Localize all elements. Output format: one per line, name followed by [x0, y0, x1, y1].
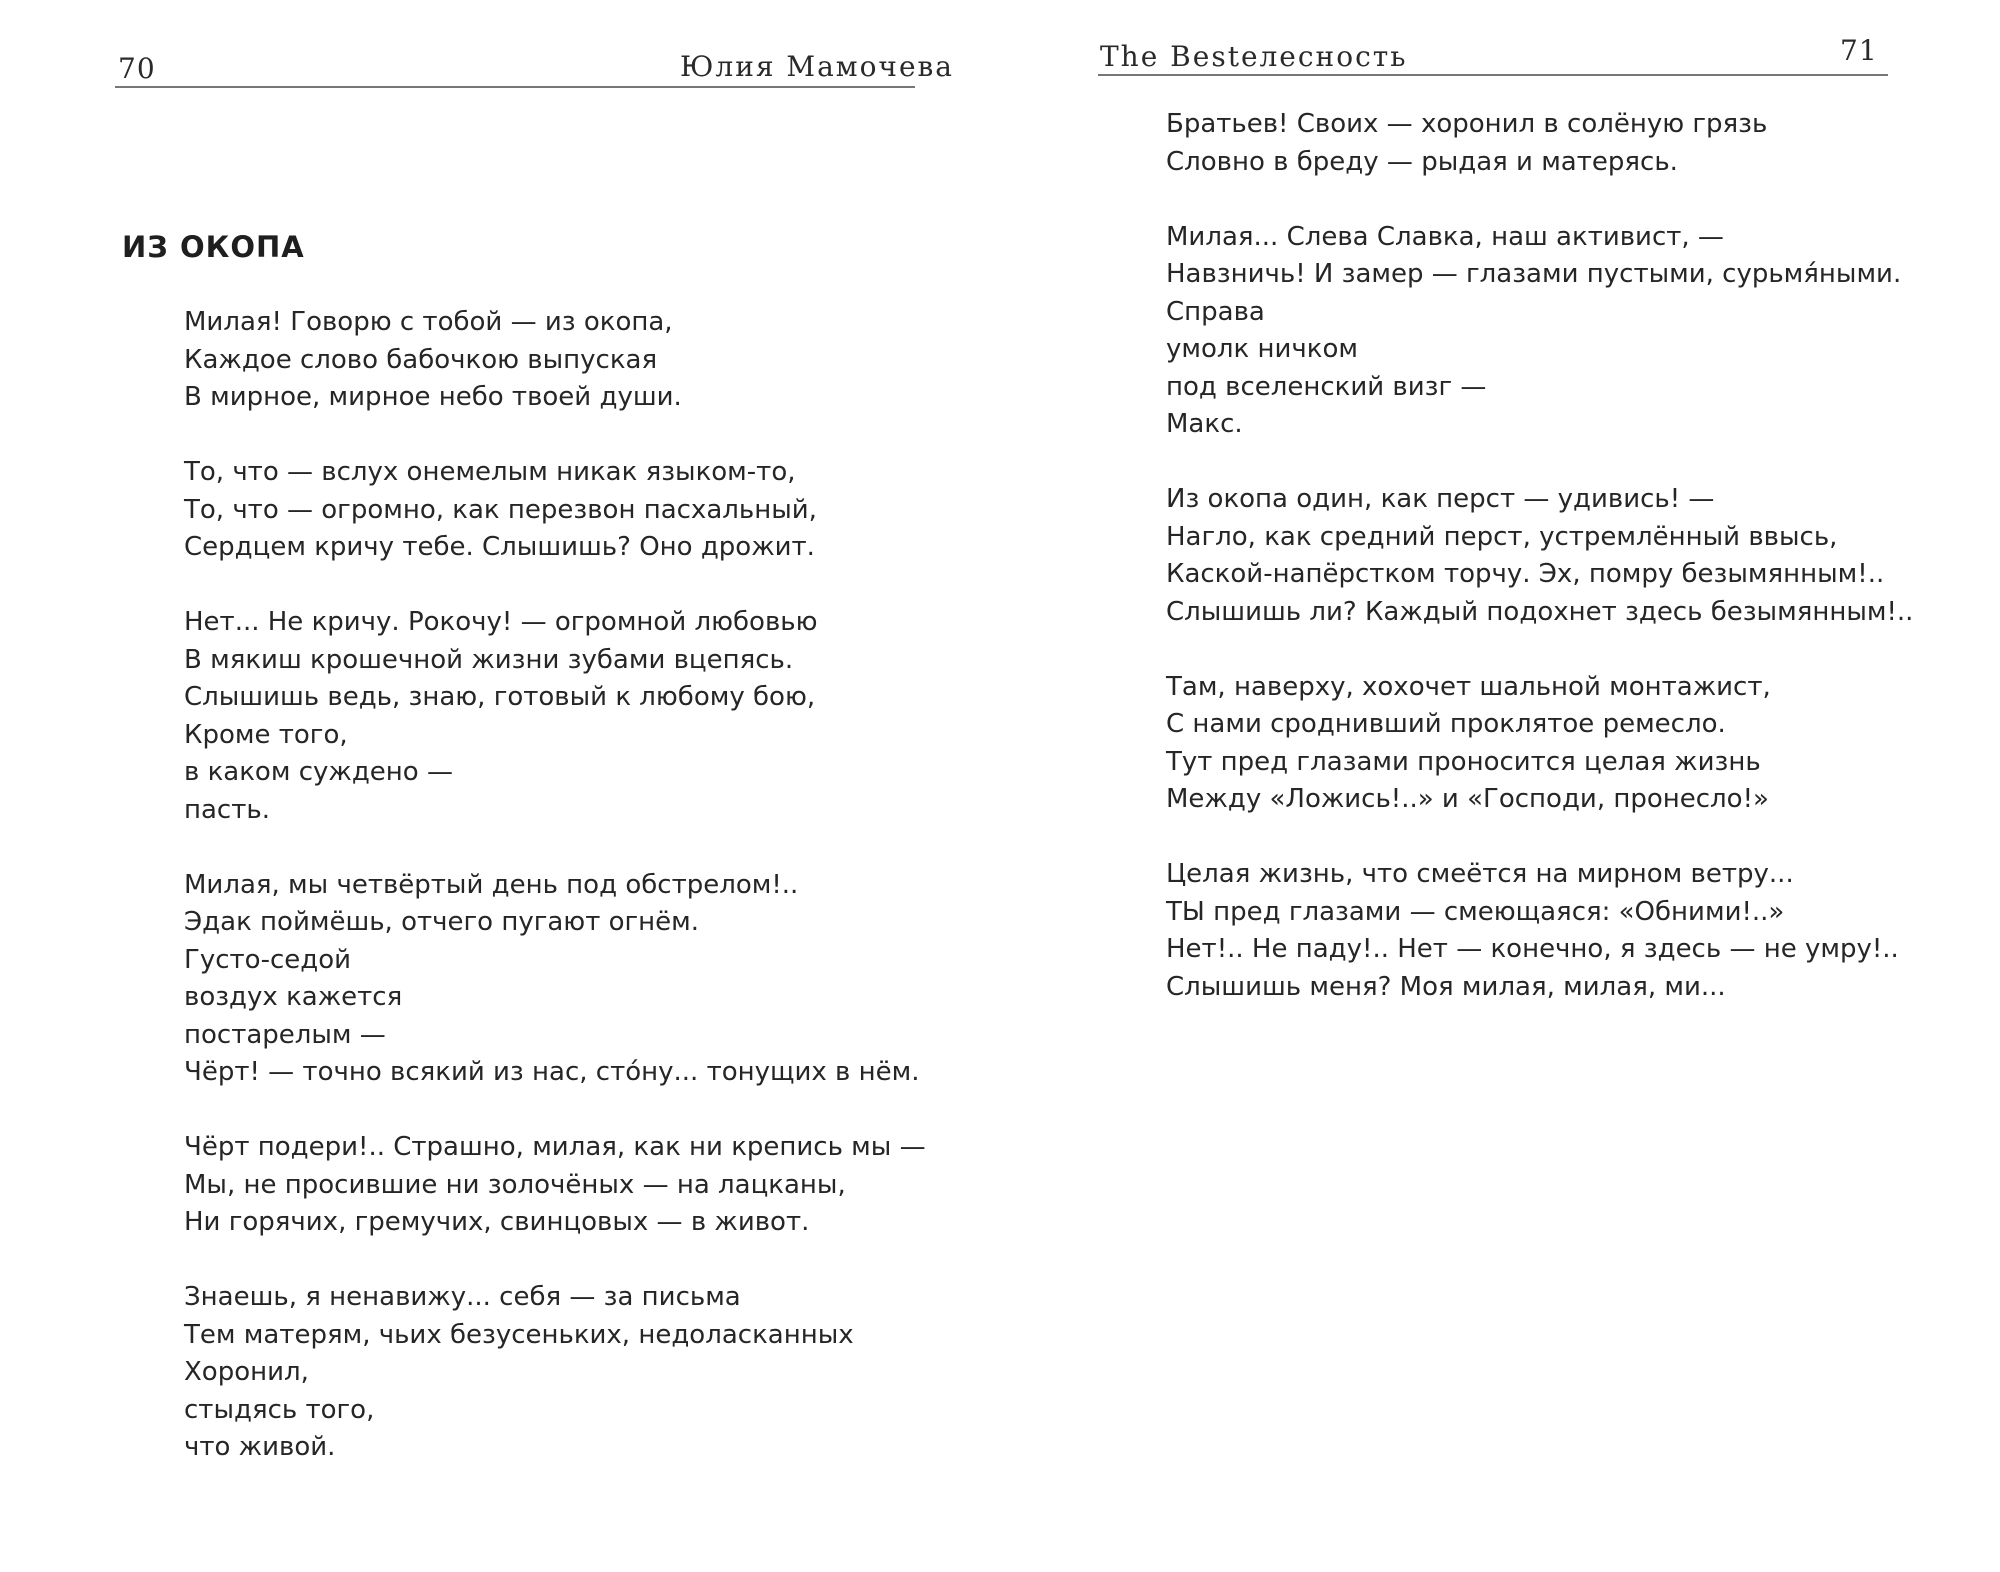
poem-line: Хоронил,	[184, 1357, 309, 1387]
stanza	[1166, 219, 1913, 444]
poem-line: под вселенский визг —	[1166, 371, 1487, 402]
poem-line: Ни горячих, гремучих, свинцовых — в живот.	[184, 1207, 810, 1237]
right-header-rule	[1098, 74, 1888, 76]
stanza	[1166, 481, 1913, 631]
poem-title: ИЗ ОКОПА	[122, 230, 305, 264]
poem-line: В мякиш крошечной жизни зубами вцепясь.	[184, 644, 794, 675]
poem-line: Справа	[1166, 296, 1265, 327]
stanza	[1166, 669, 1913, 819]
poem-line: То, что — огромно, как перезвон пасхальный,	[184, 494, 817, 525]
poem-line: Густо-седой	[184, 944, 352, 975]
stanza	[184, 604, 926, 829]
right-poem-body	[1166, 106, 1913, 1044]
poem-line: Макс.	[1166, 409, 1243, 439]
poem-line: Чёрт! — точно всякий из нас, сто́ну... тонущих в нём.	[184, 1057, 920, 1087]
poem-line: Милая, мы четвёртый день под обстрелом!..	[184, 869, 799, 900]
poem-line: Милая... Слева Славка, наш активист, —	[1166, 221, 1724, 252]
left-running-head: Юлия Мамочева	[680, 50, 954, 83]
poem-line: Сердцем кричу тебе. Слышишь? Оно дрожит.	[184, 532, 815, 562]
poem-line: Тут пред глазами проносится целая жизнь	[1166, 746, 1761, 777]
poem-line: В мирное, мирное небо твоей души.	[184, 382, 682, 412]
right-running-head: The Bestелесность	[1100, 40, 1408, 73]
stanza	[184, 867, 926, 1092]
poem-line: Слышишь меня? Моя милая, милая, ми...	[1166, 971, 1726, 1002]
poem-line: Каждое слово бабочкою выпуская	[184, 344, 658, 375]
poem-line: Между «Ложись!..» и «Господи, пронесло!»	[1166, 784, 1769, 814]
poem-line: Целая жизнь, что смеётся на мирном ветру...	[1166, 859, 1794, 889]
poem-line: стыдясь того,	[184, 1394, 375, 1425]
poem-line: Милая! Говорю с тобой — из окопа,	[184, 307, 673, 337]
poem-line: умолк ничком	[1166, 334, 1358, 364]
poem-line: Братьев! Своих — хоронил в солёную грязь	[1166, 109, 1768, 139]
stanza	[184, 1129, 926, 1242]
poem-line: Эдак поймёшь, отчего пугают огнём.	[184, 907, 700, 937]
poem-line: Навзничь! И замер — глазами пустыми, сурьмя́ными.	[1166, 259, 1902, 289]
left-poem-body	[184, 304, 926, 1504]
stanza	[184, 1279, 926, 1467]
poem-line: Нет!.. Не паду!.. Нет — конечно, я здесь — не умру!..	[1166, 934, 1899, 964]
left-page-number: 70	[118, 52, 156, 85]
poem-line: постарелым —	[184, 1019, 386, 1050]
stanza	[1166, 106, 1913, 181]
poem-line: в каком суждено —	[184, 757, 453, 787]
stanza	[184, 454, 926, 567]
poem-line: что живой.	[184, 1432, 336, 1462]
stanza	[184, 304, 926, 417]
poem-line: Тем матерям, чьих безусеньких, недоласканных	[184, 1319, 854, 1350]
poem-line: пасть.	[184, 794, 270, 825]
right-page-number: 71	[1840, 34, 1878, 67]
poem-line: То, что — вслух онемелым никак языком-то,	[184, 457, 796, 487]
poem-line: Чёрт подери!.. Страшно, милая, как ни крепись мы —	[184, 1132, 926, 1162]
left-header-rule	[115, 86, 915, 88]
poem-line: Из окопа один, как перст — удивись! —	[1166, 484, 1715, 514]
poem-line: Словно в бреду — рыдая и матерясь.	[1166, 146, 1678, 177]
poem-line: Там, наверху, хохочет шальной монтажист,	[1166, 671, 1771, 702]
stanza	[1166, 856, 1913, 1006]
poem-line: Нагло, как средний перст, устремлённый ввысь,	[1166, 521, 1838, 552]
poem-line: Нет... Не кричу. Рокочу! — огромной любовью	[184, 607, 818, 637]
poem-line: воздух кажется	[184, 982, 403, 1012]
poem-line: Каской-напёрстком торчу. Эх, помру безымянным!..	[1166, 559, 1885, 589]
poem-line: Слышишь ведь, знаю, готовый к любому бою,	[184, 682, 816, 712]
poem-line: Кроме того,	[184, 719, 348, 750]
right-page	[1000, 0, 2000, 1572]
poem-line: Знаешь, я ненавижу... себя — за письма	[184, 1282, 741, 1312]
poem-line: ТЫ пред глазами — смеющаяся: «Обними!..»	[1166, 896, 1785, 927]
poem-line: Мы, не просившие ни золочёных — на лацканы,	[184, 1169, 846, 1200]
poem-line: Слышишь ли? Каждый подохнет здесь безымянным!..	[1166, 596, 1914, 627]
poem-line: С нами сроднивший проклятое ремесло.	[1166, 709, 1726, 739]
